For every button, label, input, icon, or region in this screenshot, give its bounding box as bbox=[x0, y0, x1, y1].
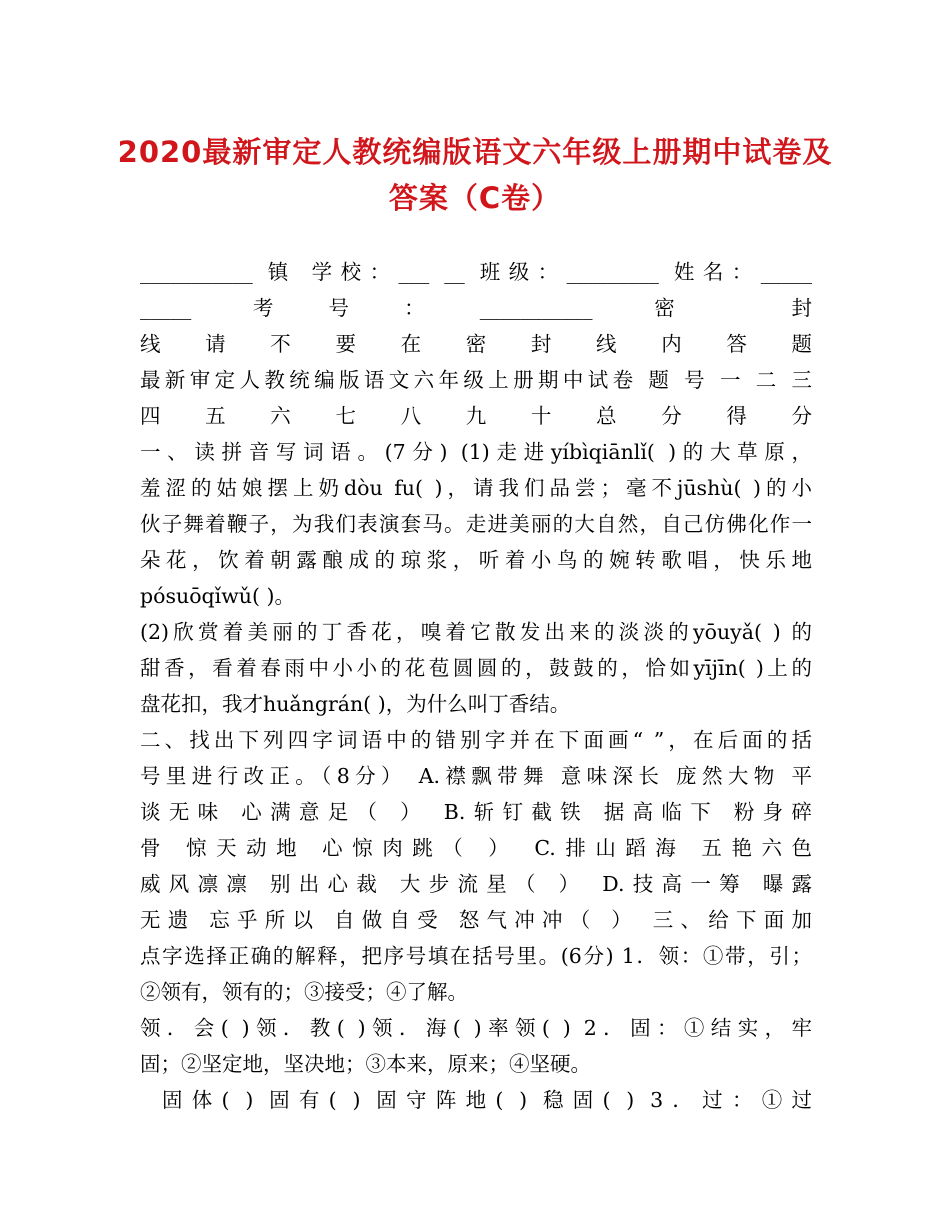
question-text-line: 谈无味 心满意足（ ） B.斩钉截铁 据高临下 粉身碎 bbox=[140, 800, 812, 824]
header-info-line: ___________ 镇 学校：___ __ 班级：_________ 姓名：_____ bbox=[140, 260, 812, 284]
exam-title-line-1: 2020最新审定人教统编版语文六年级上册期中试卷及 bbox=[117, 135, 833, 169]
question-text-line: 威风凛凛 别出心裁 大步流星（ ） D.技高一筹 曝露 bbox=[140, 872, 812, 896]
header-info-line: _____ 考号：___________ 密 封 bbox=[140, 296, 812, 320]
question-text-line: 固体( ) 固有( ) 固守阵地( ) 稳固( ) 3．过：①过 bbox=[162, 1088, 812, 1112]
question-text-line: 朵花，饮着朝露酿成的琼浆，听着小鸟的婉转歌唱，快乐地 bbox=[140, 548, 812, 572]
question-text-line: 号里进行改正。（8分） A.襟飘带舞 意味深长 庞然大物 平 bbox=[140, 764, 812, 788]
question-text-line: 点字选择正确的解释，把序号填在括号里。(6分) 1．领：①带，引； bbox=[140, 944, 812, 968]
seal-line-notice: 线 请 不 要 在 密 封 线 内 答 题 bbox=[140, 332, 812, 356]
question-text-line: pósuōqǐwǔ( )。 bbox=[140, 584, 295, 608]
question-text-line: ②领有，领有的；③接受；④了解。 bbox=[140, 980, 468, 1004]
question-text-line: (2)欣赏着美丽的丁香花，嗅着它散发出来的淡淡的yōuyǎ( ) 的 bbox=[140, 620, 812, 644]
question-text-line: 一、读拼音写词语。(7分) (1)走进yíbìqiānlǐ( )的大草原， bbox=[140, 440, 812, 464]
score-table-header: 最新审定人教统编版语文六年级上册期中试卷 题 号 一 二 三 bbox=[140, 368, 812, 392]
question-text-line: 二、找出下列四字词语中的错别字并在下面画“ ”，在后面的括 bbox=[140, 728, 812, 752]
exam-title-line-2: 答案（C卷） bbox=[388, 181, 562, 215]
question-text-line: 固；②坚定地，坚决地；③本来，原来；④坚硬。 bbox=[140, 1052, 591, 1076]
question-text-line: 盘花扣，我才huǎngrán( )，为什么叫丁香结。 bbox=[140, 692, 571, 716]
question-text-line: 骨 惊天动地 心惊肉跳（ ） C.排山蹈海 五艳六色 bbox=[140, 836, 812, 860]
question-text-line: 甜香，看着春雨中小小的花苞圆圆的，鼓鼓的，恰如yījīn( )上的 bbox=[140, 656, 812, 680]
score-table-header: 四 五 六 七 八 九 十 总 分 得 分 bbox=[140, 404, 812, 428]
question-text-line: 羞涩的姑娘摆上奶dòu fu( )，请我们品尝；毫不jūshù( )的小 bbox=[140, 476, 812, 500]
question-text-line: 无遗 忘乎所以 自做自受 怒气冲冲（ ） 三、给下面加 bbox=[140, 908, 812, 932]
question-text-line: 领．会( )领．教( )领．海( )率领( ) 2．固：①结实，牢 bbox=[140, 1016, 812, 1040]
question-text-line: 伙子舞着鞭子，为我们表演套马。走进美丽的大自然，自己仿佛化作一 bbox=[140, 512, 812, 536]
